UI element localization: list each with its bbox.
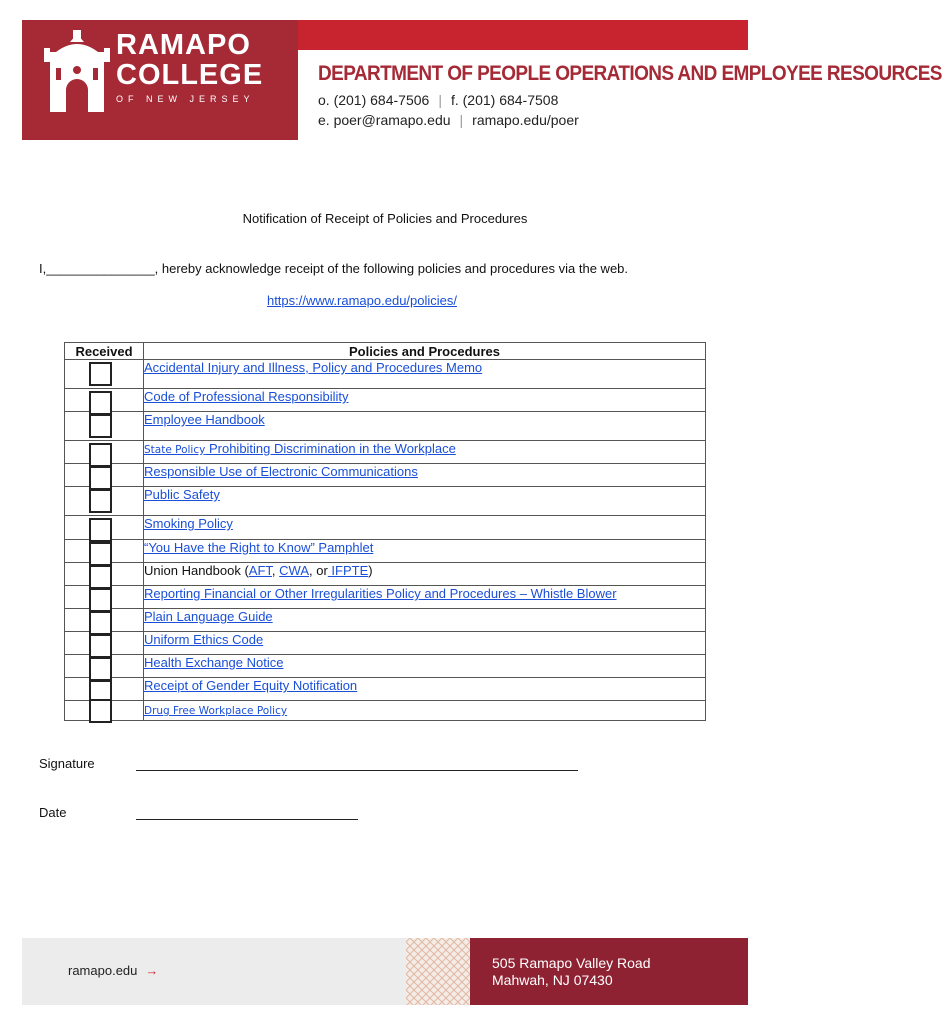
policy-link[interactable]: Employee Handbook xyxy=(144,412,265,427)
policies-table xyxy=(64,342,706,721)
policy-link[interactable]: Plain Language Guide xyxy=(144,609,273,624)
policy-link[interactable]: “You Have the Right to Know” Pamphlet xyxy=(144,540,374,555)
header-accent-strip xyxy=(298,20,748,50)
table-row xyxy=(65,516,706,540)
union-handbook-label: Union Handbook ( xyxy=(144,563,249,578)
policy-link[interactable]: Public Safety xyxy=(144,487,220,502)
table-row xyxy=(65,540,706,563)
policy-link[interactable]: Code of Professional Responsibility xyxy=(144,389,349,404)
arrow-right-icon: → xyxy=(145,963,159,978)
phone-number: o. (201) 684-7506 xyxy=(318,92,430,108)
received-column-header: Received xyxy=(65,343,144,360)
cwa-link[interactable]: CWA xyxy=(279,563,310,578)
received-checkbox[interactable] xyxy=(89,518,112,542)
table-row xyxy=(65,412,706,441)
policy-link[interactable]: Receipt of Gender Equity Notification xyxy=(144,678,358,693)
received-checkbox[interactable] xyxy=(89,699,112,723)
address-line-1: 505 Ramapo Valley Road xyxy=(492,955,651,971)
policy-link[interactable]: Reporting Financial or Other Irregularities Policy and Procedures – Whistle Blower xyxy=(144,586,617,601)
table-row xyxy=(65,655,706,678)
received-checkbox[interactable] xyxy=(89,362,112,386)
contact-phone-row: o. (201) 684-7506 | f. (201) 684-7508 xyxy=(318,92,559,108)
table-header-row xyxy=(65,343,706,360)
policy-link[interactable]: Accidental Injury and Illness, Policy and Procedures Memo xyxy=(144,360,483,375)
policies-url-link[interactable]: https://www.ramapo.edu/policies/ xyxy=(266,293,458,308)
footer-diamond-pattern xyxy=(406,938,470,1005)
table-row xyxy=(65,609,706,632)
policy-link[interactable]: Drug Free Workplace Policy xyxy=(144,705,288,717)
footer-website-label: ramapo.edu xyxy=(68,963,138,978)
table-row xyxy=(65,389,706,412)
address-line-2: Mahwah, NJ 07430 xyxy=(492,972,613,988)
email-address[interactable]: e. poer@ramapo.edu xyxy=(318,112,451,128)
policy-link[interactable]: Health Exchange Notice xyxy=(144,655,284,670)
fax-number: f. (201) 684-7508 xyxy=(450,92,559,108)
footer-website[interactable] xyxy=(68,963,158,978)
logo-line-1: RAMAPO xyxy=(116,29,251,61)
date-label: Date xyxy=(39,805,67,820)
policy-link[interactable]: Responsible Use of Electronic Communications xyxy=(144,464,418,479)
ifpte-link[interactable]: IFPTE xyxy=(327,563,369,578)
logo-line-2: COLLEGE xyxy=(116,59,264,91)
college-arch-logo-icon xyxy=(44,30,110,115)
table-row xyxy=(65,678,706,701)
signature-line[interactable] xyxy=(136,770,578,771)
table-row xyxy=(65,632,706,655)
table-row: Union Handbook (AFT, CWA, or IFPTE) xyxy=(65,563,706,586)
table-row xyxy=(65,701,706,721)
table-row xyxy=(65,360,706,389)
signature-label: Signature xyxy=(39,756,95,771)
policy-label: Prohibiting Discrimination in the Workplace xyxy=(208,441,456,456)
department-website[interactable]: ramapo.edu/poer xyxy=(472,112,579,128)
logo-line-3: OF NEW JERSEY xyxy=(116,94,255,104)
table-row xyxy=(65,487,706,516)
department-name: DEPARTMENT OF PEOPLE OPERATIONS AND EMPLOYEE RESOURCES xyxy=(318,62,942,86)
received-checkbox[interactable] xyxy=(89,489,112,513)
acknowledgement-statement: I,_______________, hereby acknowledge receipt of the following policies and procedures via the web. xyxy=(39,261,629,276)
aft-link[interactable]: AFT xyxy=(248,563,272,578)
policy-link[interactable]: Uniform Ethics Code xyxy=(144,632,264,647)
table-row xyxy=(65,441,706,464)
college-wordmark xyxy=(116,30,263,104)
policy-link[interactable] xyxy=(144,441,456,456)
contact-web-row: e. poer@ramapo.edu | ramapo.edu/poer xyxy=(318,112,579,128)
policy-link[interactable]: Smoking Policy xyxy=(144,516,233,531)
received-checkbox[interactable] xyxy=(89,414,112,438)
table-row xyxy=(65,464,706,487)
policy-prefix: State Policy xyxy=(144,444,206,456)
footer-address xyxy=(492,955,651,989)
form-title: Notification of Receipt of Policies and Procedures xyxy=(242,211,528,226)
policies-column-header: Policies and Procedures xyxy=(144,343,706,360)
date-line[interactable] xyxy=(136,819,358,820)
table-row xyxy=(65,586,706,609)
